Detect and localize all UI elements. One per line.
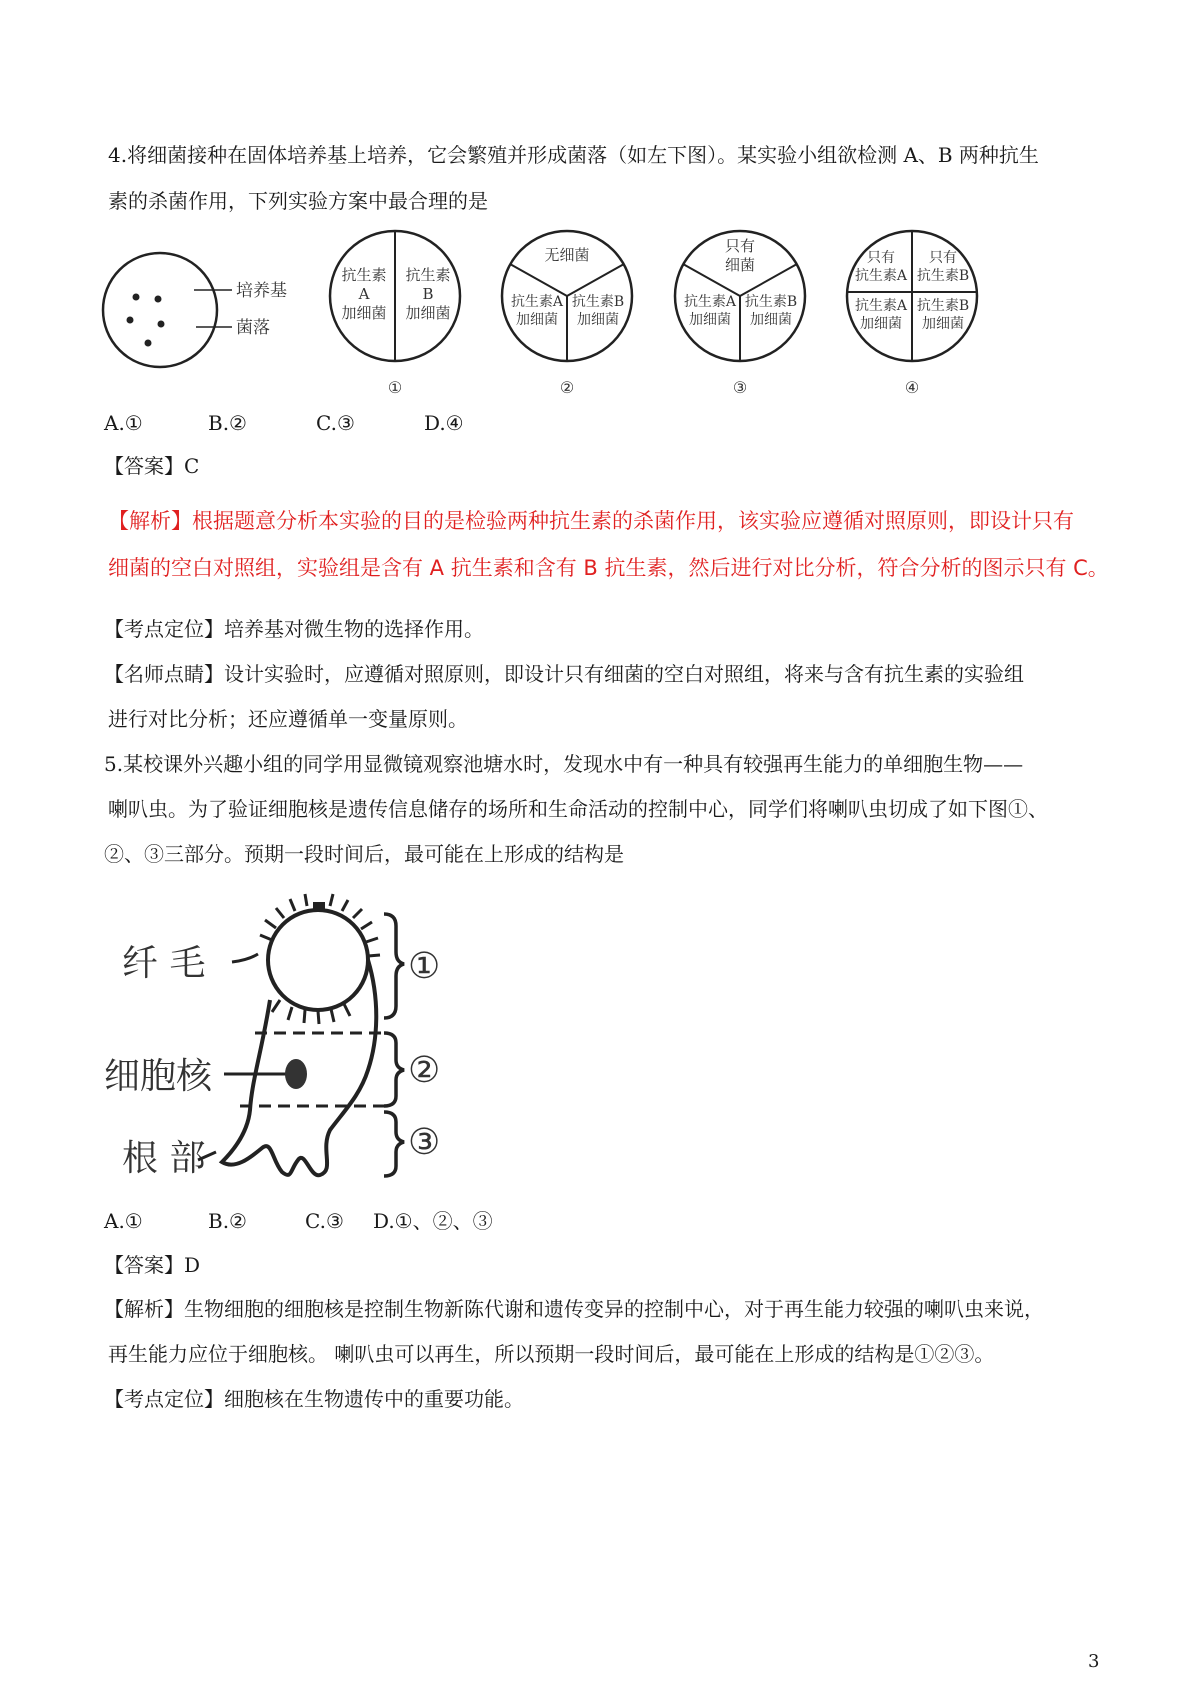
q4-option-a: A.① [104,411,143,435]
dish-2 [502,231,632,397]
part-1-label: ① [408,946,441,987]
part-3-label: ③ [408,1122,441,1163]
q5-stem-line2: 喇叭虫。为了验证细胞核是遗传信息储存的场所和生命活动的控制中心，同学们将喇叭虫切成了如下图①、 [108,797,1048,821]
dish2-right: 抗生素B 加细菌 [571,294,625,328]
label-medium: 培养基 [236,281,287,301]
q5-answer: 【答案】D [104,1253,201,1277]
q5-figure [95,893,475,1193]
q5-stem-line1: 5.某校课外兴趣小组的同学用显微镜观察池塘水时，发现水中有一种具有较强再生能力的单细胞生物—— [104,752,1024,776]
q4-figure [95,222,995,407]
dish-1 [330,231,460,397]
q5-kaodian: 【考点定位】细胞核在生物遗传中的重要功能。 [104,1387,524,1411]
q4-analysis-line1: 【解析】根据题意分析本实验的目的是检验两种抗生素的杀菌作用，该实验应遵循对照原则，即设计只有 [108,509,1074,533]
dish4-bottom-right: 抗生素B 加细菌 [916,298,970,332]
dish4-top-left: 只有抗生素A [854,250,908,284]
dish2-number: ② [559,378,575,397]
dish3-left: 抗生素A 加细菌 [683,294,737,328]
q5-option-d: D.①、②、③ [373,1209,493,1233]
q5-analysis-line1: 【解析】生物细胞的细胞核是控制生物新陈代谢和遗传变异的控制中心，对于再生能力较强的喇叭虫来说， [104,1297,1044,1321]
label-colony: 菌落 [236,318,270,338]
label-root: 根 部 [122,1138,206,1179]
dish1-number: ① [387,378,403,397]
q5-option-b: B.② [208,1209,247,1233]
dish2-left: 抗生素A 加细菌 [510,294,564,328]
q4-kaodian: 【考点定位】培养基对微生物的选择作用。 [104,617,484,641]
q4-answer: 【答案】C [104,454,200,478]
q4-stem-line2: 素的杀菌作用，下列实验方案中最合理的是 [108,189,488,213]
q5-analysis-line2: 再生能力应位于细胞核。 喇叭虫可以再生，所以预期一段时间后，最可能在上形成的结构是①②③。 [108,1342,995,1366]
q4-stem-line1: 4.将细菌接种在固体培养基上培养，它会繁殖并形成菌落（如左下图）。某实验小组欲检测 A、B 两种抗生 [108,143,1039,167]
dish-4 [847,231,977,397]
part-2-label: ② [408,1050,441,1091]
dish4-top-right: 只有抗生素B [916,250,970,284]
q4-mingshi-line1: 【名师点睛】设计实验时，应遵循对照原则，即设计只有细菌的空白对照组，将来与含有抗生素的实验组 [104,662,1024,686]
q4-mingshi-line2: 进行对比分析；还应遵循单一变量原则。 [108,707,468,731]
dish1-left: 抗生素 A 加细菌 [341,266,387,322]
dish2-top: 无细菌 [544,246,590,264]
dish3-top: 只有细菌 [724,237,756,274]
nucleus [285,1059,307,1089]
q4-option-c: C.③ [316,411,355,435]
q4-analysis-line2: 细菌的空白对照组，实验组是含有 A 抗生素和含有 B 抗生素，然后进行对比分析，符合分析的图示只有 C。 [108,556,1109,580]
q4-option-b: B.② [208,411,247,435]
dish3-number: ③ [732,378,748,397]
q4-option-d: D.④ [424,411,464,435]
dish-3 [675,231,805,397]
q5-option-a: A.① [104,1209,143,1233]
page-number: 3 [1088,1651,1100,1672]
q5-option-c: C.③ [305,1209,344,1233]
colony-dish [103,253,287,367]
label-nucleus: 细胞核 [104,1056,213,1097]
q5-stem-line3: ②、③三部分。预期一段时间后，最可能在上形成的结构是 [104,842,624,866]
trumpet-animal [222,894,385,1175]
dish4-number: ④ [904,378,920,397]
label-cilia: 纤 毛 [122,943,206,984]
dish1-right: 抗生素 B 加细菌 [405,266,451,322]
dish4-bottom-left: 抗生素A 加细菌 [854,298,908,332]
dish3-right: 抗生素B 加细菌 [744,294,798,328]
